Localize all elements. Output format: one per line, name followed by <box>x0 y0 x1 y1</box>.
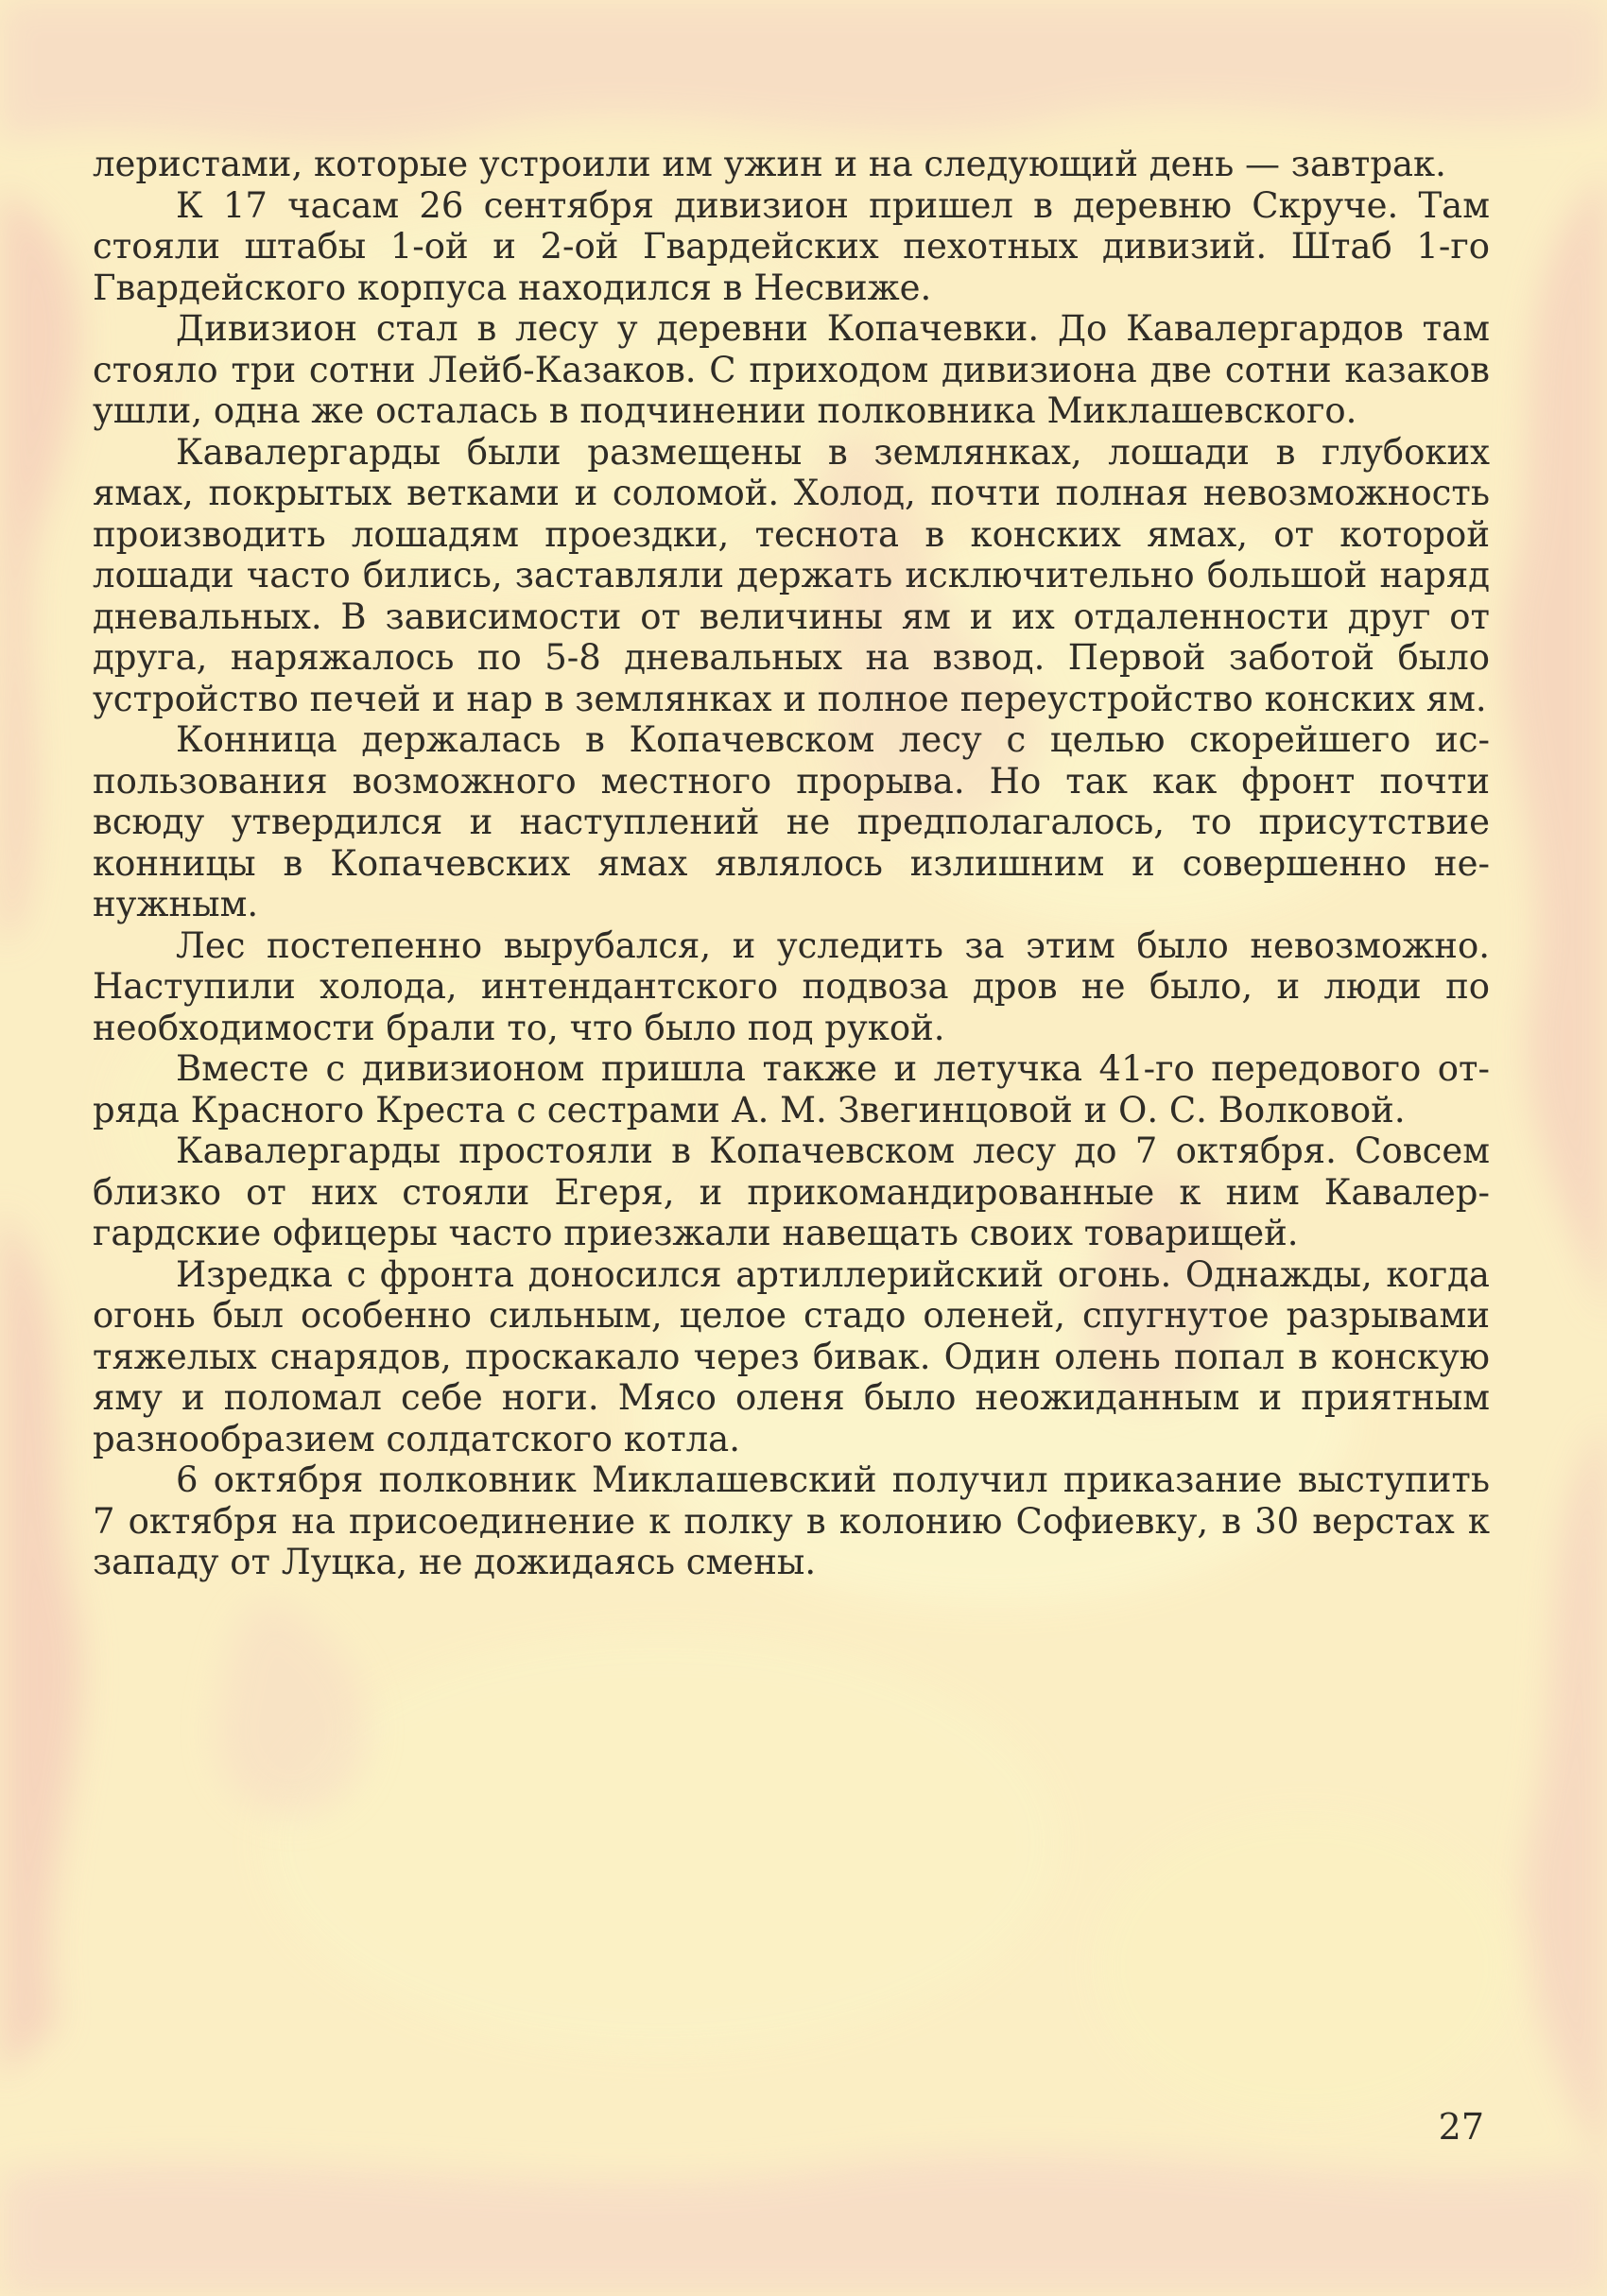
paragraph: Кавалергарды простояли в Копачевском лесу до 7 октября. Совсем близко от них стояли Егеря, и прикомандированные к ним Кавалергардские офицеры часто приезжали навещать своих товарищей. <box>93 1131 1490 1253</box>
page-number: 27 <box>1438 2106 1484 2148</box>
paragraph: 6 октября полковник Миклашевский получил приказание выступить 7 октября на присоединение к полку в колонию Софиевку, в 30 верстах к западу от Луцка, не дожидаясь смены. <box>93 1459 1490 1582</box>
paragraph: К 17 часам 26 сентября дивизион пришел в деревню Скруче. Там стояли штабы 1-ой и 2-ой Гвардейских пехотных дивизий. Штаб 1-го Гвардейского корпуса находился в Несвиже. <box>93 184 1490 308</box>
paragraph: Изредка с фронта доносился артиллерийский огонь. Однажды, когда огонь был особенно сильным, целое стадо оленей, спугнутое разрывами тяжелых снарядов, проскакало через бивак. Один олень попал в конскую яму и поломал себе ноги. Мясо оленя было неожиданным и приятным разнообразием солдатского котла. <box>93 1253 1490 1459</box>
paragraph: Кавалергарды были размещены в землянках, лошади в глубоких ямах, покрытых ветками и соломой. Холод, почти полная невозможность производить лошадям проездки, теснота в конских ямах, от которой лошади часто бились, заставляли держать исключительно большой наряд дневальных. В зависимости от величины ям и их отдаленности друг от друга, наряжалось по 5-8 дневальных на взвод. Первой заботой было устройство печей и нар в землянках и полное переустройство конских ям. <box>93 431 1490 719</box>
paragraph: Лес постепенно вырубался, и уследить за этим было невозможно. Наступили холода, интендантского подвоза дров не было, и люди по необходимости брали то, что было под рукой. <box>93 924 1490 1048</box>
paragraph: Вместе с дивизионом пришла также и летучка 41-го передового отряда Красного Креста с сестрами А. М. Звегинцовой и О. С. Волковой. <box>93 1048 1490 1131</box>
paragraph: Конница держалась в Копачевском лесу с целью скорейшего использования возможного местного прорыва. Но так как фронт почти всюду утвердился и наступлений не предполагалось, то присутствие конницы в Копачевских ямах являлось излишним и совершенно ненужным. <box>93 719 1490 924</box>
paragraph: Дивизион стал в лесу у деревни Копачевки. До Кавалергардов там стояло три сотни Лейб-Казаков. С приходом дивизиона две сотни казаков ушли, одна же осталась в подчинении полковника Миклашевского. <box>93 308 1490 431</box>
paragraph: леристами, которые устроили им ужин и на следующий день — завтрак. <box>93 144 1446 184</box>
document-body <box>93 144 1490 1583</box>
